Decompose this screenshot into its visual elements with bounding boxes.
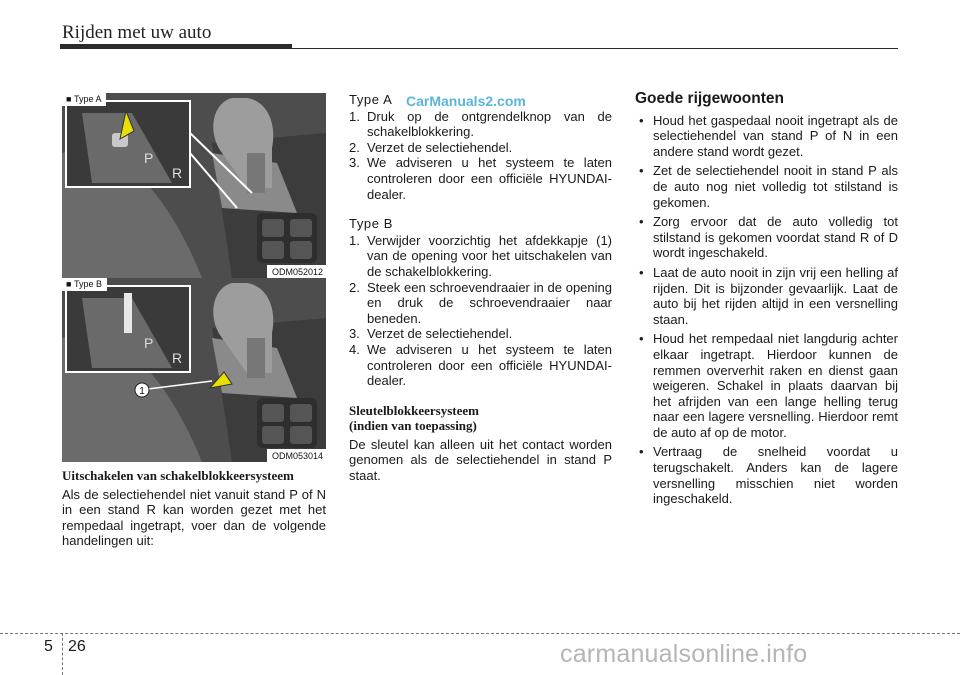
step-number: 2.: [349, 279, 360, 295]
key-interlock-subheading: (indien van toepassing): [349, 418, 477, 434]
section-number: 5: [44, 638, 53, 655]
type-b-title: Type B: [349, 216, 394, 232]
list-item: [635, 113, 898, 160]
step-number: 3.: [349, 155, 360, 171]
bullet-icon: •: [639, 264, 644, 280]
footer-rule: [0, 633, 960, 634]
list-item: [349, 233, 612, 280]
step-number: 3.: [349, 326, 360, 342]
list-item: [635, 163, 898, 210]
figure-type-b: [62, 278, 326, 462]
figure-type-b-label: ■ Type B: [62, 278, 107, 291]
shift-lock-release-heading: Uitschakelen van schakelblokkeersysteem: [62, 468, 294, 483]
bullet-text: Zet de selectiehendel nooit in stand P als de auto nog niet volledig tot stilstand is gekomen.: [653, 163, 898, 210]
bullet-text: Laat de auto nooit in zijn vrij een helling af rijden. Dit is bijzonder gevaarlijk. Laat de auto bij het rijden altijd in een versnelling staan.: [653, 264, 898, 327]
list-item: [635, 444, 898, 506]
key-interlock-body: De sleutel kan alleen uit het contact worden genomen als de selectiehendel in stand P staat.: [349, 436, 612, 484]
svg-text:P: P: [144, 150, 154, 166]
figure-type-a: [62, 93, 326, 278]
step-text: Verwijder voorzichtig het afdekkapje (1) van de opening voor het uitschakelen van de schakelblokkering.: [367, 232, 612, 279]
bullet-icon: •: [639, 112, 644, 128]
step-number: 1.: [349, 108, 360, 124]
type-a-title: Type A: [349, 92, 393, 107]
step-text: Verzet de selectiehendel.: [367, 139, 513, 155]
bullet-text: Vertraag de snelheid voordat u terugschakelt. Anders kan de lagere versnelling misschien niet worden ingeschakeld.: [653, 444, 898, 507]
list-item: [635, 265, 898, 327]
list-item: [349, 109, 612, 140]
step-text: We adviseren u het systeem te laten controleren door een officiële HYUNDAI-dealer.: [367, 155, 612, 202]
figure-type-a-label: ■ Type A: [62, 93, 106, 106]
list-item: [349, 326, 612, 342]
bullet-icon: •: [639, 331, 644, 347]
step-text: Druk op de ontgrendelknop van de schakelblokkering.: [367, 108, 612, 140]
list-item: [349, 140, 612, 156]
bullet-text: Houd het rempedaal niet langdurig achter elkaar ingetrapt. Hierdoor kunnen de remmen oververhit raken en dienst gaan weigeren. Schakel in plaats daarvan bij het afrijden van een lange helling terug naar een lagere versnelling. Hierdoor remt de auto af op de motor.: [653, 331, 898, 440]
svg-text:P: P: [144, 335, 154, 351]
step-number: 1.: [349, 232, 360, 248]
step-text: We adviseren u het systeem te laten controleren door een officiële HYUNDAI-dealer.: [367, 341, 612, 389]
type-a-steps: [349, 109, 612, 203]
key-interlock-heading: Sleutelblokkeersysteem: [349, 402, 479, 418]
shift-lock-release-body: Als de selectiehendel niet vanuit stand P of N in een stand R kan worden gezet met het rempedaal ingetrapt, voer dan de volgende handelingen uit:: [62, 486, 326, 549]
header-rule: [60, 48, 898, 49]
bullet-text: Houd het gaspedaal nooit ingetrapt als de selectiehendel van stand P of N in een andere stand wordt gezet.: [653, 112, 898, 159]
type-b-steps: [349, 233, 612, 389]
driving-habits-heading: Goede rijgewoonten: [635, 90, 784, 107]
list-item: [635, 331, 898, 440]
header-title: Rijden met uw auto: [62, 22, 212, 43]
callout-1: 1: [139, 386, 145, 397]
gear-shifter-illustration-a: [62, 93, 326, 278]
figure-type-b-tag: Type B: [73, 279, 102, 289]
svg-text:R: R: [172, 350, 183, 366]
list-item: [635, 214, 898, 261]
page-number: 26: [68, 638, 86, 655]
driving-habits-list: [635, 113, 898, 507]
figure-type-b-code: ODM053014: [267, 449, 326, 462]
left-column: [62, 468, 326, 555]
bullet-icon: •: [639, 163, 644, 179]
footer-divider: [62, 633, 63, 675]
figure-type-a-code: ODM052012: [267, 265, 326, 278]
figure-type-a-tag: Type A: [73, 94, 102, 104]
bullet-text: Zorg ervoor dat de auto volledig tot stilstand is gekomen voordat stand R of D wordt ingeschakeld.: [653, 214, 898, 261]
middle-column: [349, 92, 612, 490]
list-item: [349, 155, 612, 202]
bullet-icon: •: [639, 214, 644, 230]
step-number: 2.: [349, 139, 360, 155]
watermark-logo: CarManuals2.com: [406, 93, 526, 109]
step-number: 4.: [349, 341, 360, 357]
bullet-icon: •: [639, 444, 644, 460]
gear-shifter-illustration-b: [62, 278, 326, 462]
list-item: [349, 342, 612, 389]
svg-text:R: R: [172, 165, 183, 181]
step-text: Verzet de selectiehendel.: [367, 326, 513, 342]
step-text: Steek een schroevendraaier in de opening en druk de schroevendraaier naar beneden.: [367, 279, 612, 326]
right-column: [635, 91, 898, 511]
site-watermark: carmanualsonline.info: [560, 640, 808, 668]
list-item: [349, 280, 612, 327]
